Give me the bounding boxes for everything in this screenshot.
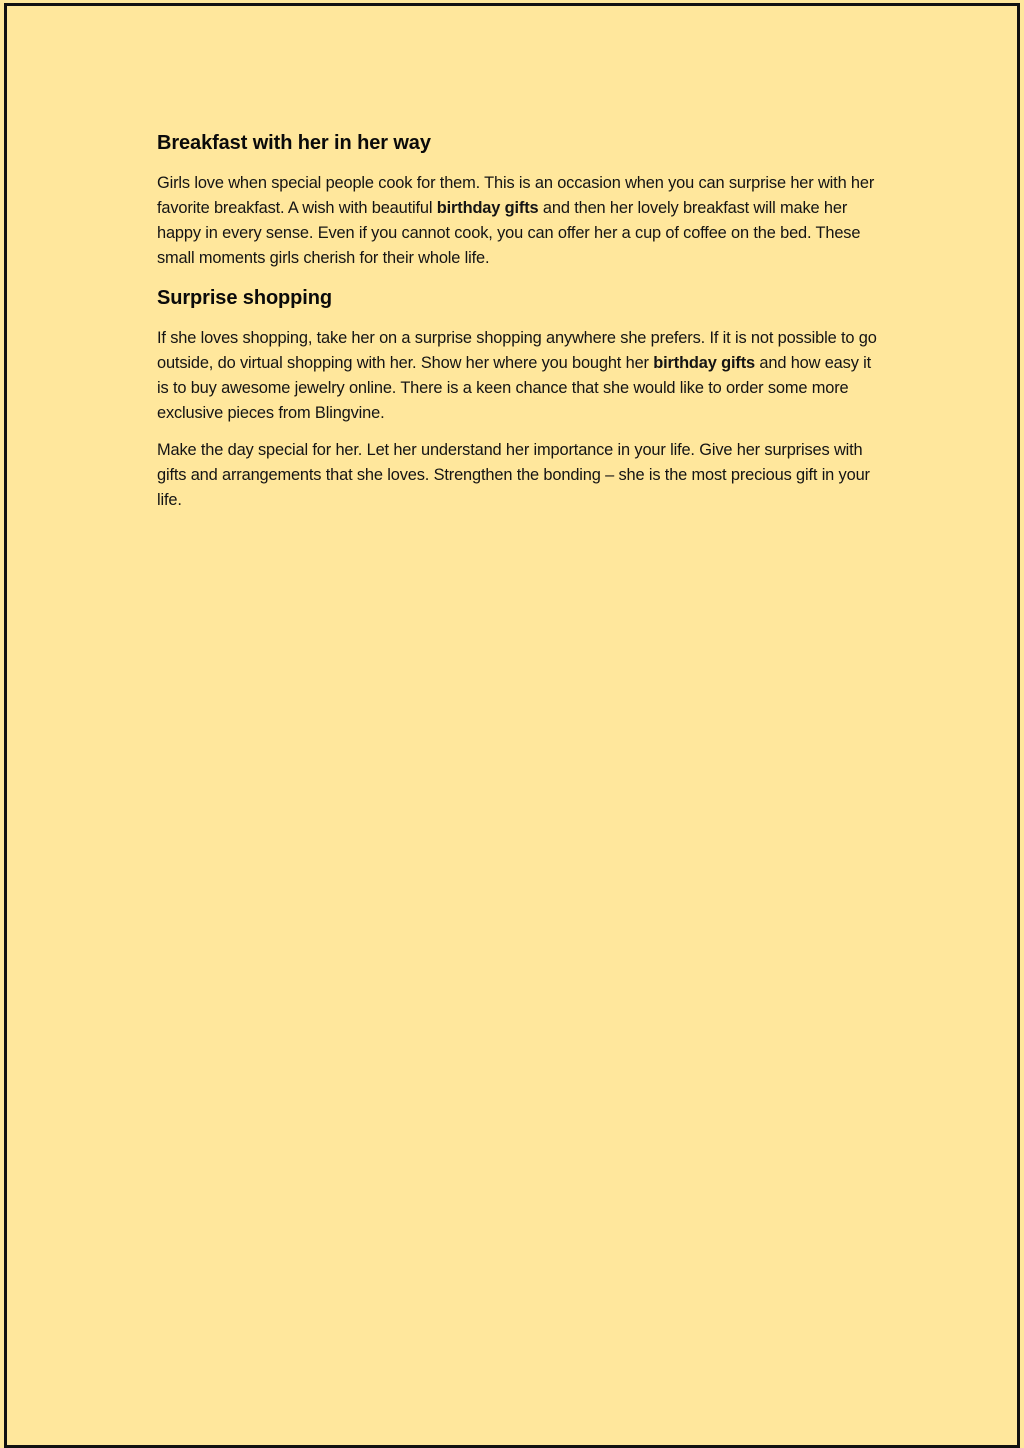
bold-keyword-birthday-gifts: birthday gifts: [436, 199, 539, 217]
bold-keyword-birthday-gifts: birthday gifts: [653, 354, 755, 372]
text-run: and how easy it is to buy awesome jewelry online. There is a keen chance that she would like to order some more exclusive pieces from Blingvine.: [157, 354, 872, 422]
section-heading-shopping: Surprise shopping: [157, 287, 332, 309]
paragraph-closing: Make the day special for her. Let her understand her importance in your life. Give her surprises with gifts and arrangements that she loves. Strengthen the bonding – she is the most precious gift in your life.: [157, 441, 870, 509]
document-content: [157, 128, 879, 525]
paragraph-shopping: [157, 326, 879, 426]
text-run: Girls love when special people cook for them. This is an occasion when you can surprise her with her favorite breakfast. A wish with beautiful: [157, 174, 875, 217]
section-heading-breakfast: Breakfast with her in her way: [157, 132, 431, 154]
text-run: and then her lovely breakfast will make her happy in every sense. Even if you cannot cook, you can offer her a cup of coffee on the bed. These small moments girls cherish for their whole life.: [157, 199, 861, 267]
document-page: [4, 3, 1020, 1448]
text-run: If she loves shopping, take her on a surprise shopping anywhere she prefers. If it is not possible to go outside, do virtual shopping with her. Show her where you bought her: [157, 329, 877, 372]
paragraph-breakfast: [157, 171, 879, 271]
